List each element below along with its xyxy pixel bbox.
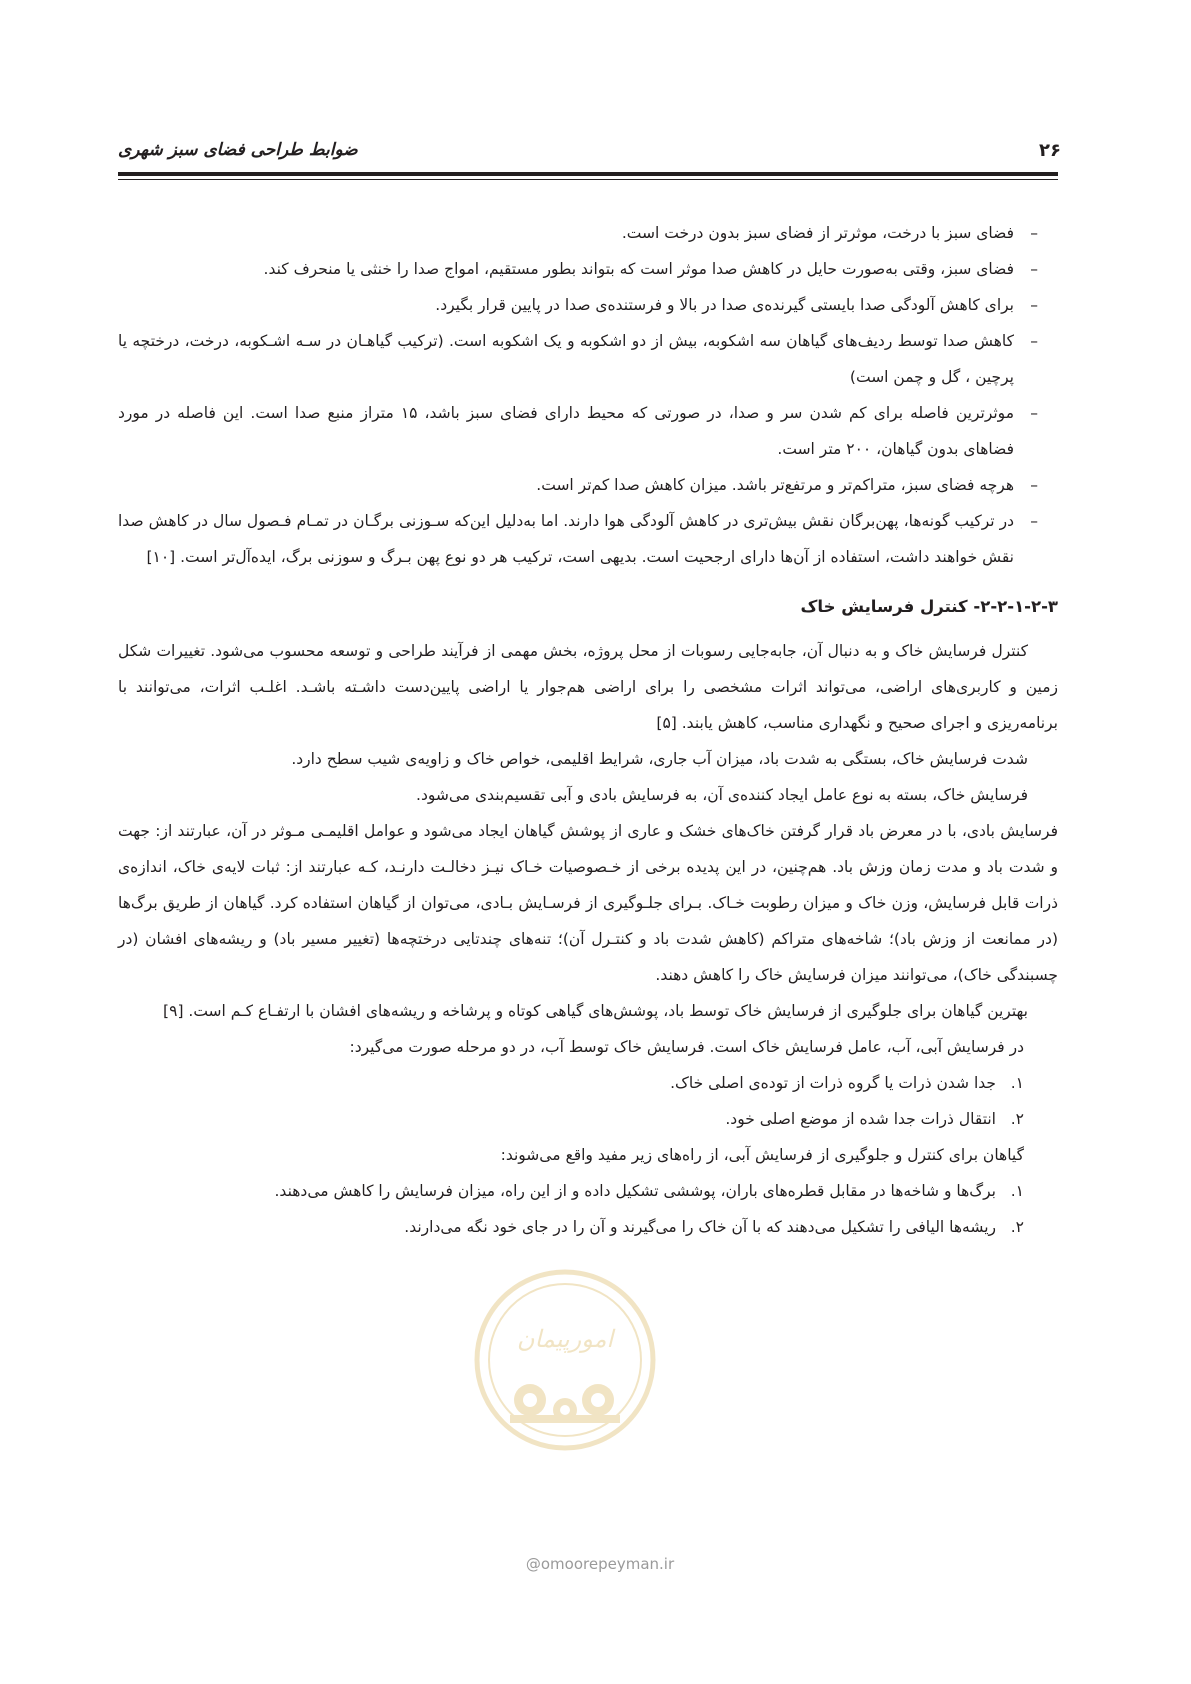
water-erosion-stages-list [118,1065,1058,1137]
list-item-text: فضای سبز، وقتی به‌صورت حایل در کاهش صدا موثر است که بتواند بطور مستقیم، امواج صدا را خنثی یا منحرف کند. [263,260,1014,278]
list-item [118,1209,1058,1245]
paragraph: فرسایش بادی، با در معرض باد قرار گرفتن خاک‌های خشک و عاری از پوشش گیاهان ایجاد می‌شود و عوامل اقلیمـی مـوثر در آن، عبارتند از: جهت و شدت باد و مدت زمان وزش باد. هم‌چنین، در این پدیده برخی از خـصوصیات خـاک نیـز دخالـت دارنـد، کـه عبارتند از: ثبات لایه‌ی خاک، اندازه‌ی ذرات قابل فرسایش، وزن خاک و میزان رطوبت خـاک. بـرای جلـوگیری از فرسـایش بـادی، می‌توان از گیاهان استفاده کرد. گیاهان از طریق برگ‌ها (در ممانعت از وزش باد)؛ شاخه‌های متراکم (کاهش شدت باد و کنتـرل آن)؛ تنه‌های چندتایی درختچه‌ها (تغییر مسیر باد) و ریشه‌های افشان (در چسبندگی خاک)، می‌توانند میزان فرسایش خاک را کاهش دهند. [118,822,1058,984]
header-rule-thin [118,179,1058,180]
watermark-logo-icon [470,1265,660,1455]
paragraph: در فرسایش آبی، آب، عامل فرسایش خاک است. فرسایش خاک توسط آب، در دو مرحله صورت می‌گیرد: [349,1038,1024,1056]
list-item-text: فضای سبز با درخت، موثرتر از فضای سبز بدون درخت است. [621,224,1014,242]
noise-bullet-list [118,215,1058,575]
list-item-text: جدا شدن ذرات یا گروه ذرات از توده‌ی اصلی خاک. [670,1074,996,1092]
paragraph: شدت فرسایش خاک، بستگی به شدت باد، میزان آب جاری، شرایط اقلیمی، خواص خاک و زاویه‌ی شیب سطح دارد. [291,750,1028,768]
watermark-logo-text: امورپیمان [516,1325,614,1353]
list-item [118,467,1058,503]
section-heading: ۲-۲-۱-۲-۳- کنترل فرسایش خاک [800,597,1058,616]
list-item-text: ریشه‌ها الیافی را تشکیل می‌دهند که با آن خاک را می‌گیرند و آن را در جای خود نگه می‌دارند. [404,1218,996,1236]
list-item [118,1101,1058,1137]
bullet-marker: – [1030,260,1038,278]
list-item [118,1173,1058,1209]
list-number: ۱. [1010,1074,1024,1092]
body-text [118,215,1058,1245]
paragraph: گیاهان برای کنترل و جلوگیری از فرسایش آبی، از راه‌های زیر مفید واقع می‌شوند: [500,1146,1024,1164]
list-item [118,503,1058,575]
bullet-marker: – [1030,404,1038,422]
list-number: ۱. [1010,1182,1024,1200]
paragraph: فرسایش خاک، بسته به نوع عامل ایجاد کننده‌ی آن، به فرسایش بادی و آبی تقسیم‌بندی می‌شود. [416,786,1028,804]
list-item [118,1065,1058,1101]
list-item [118,287,1058,323]
list-item-text: در ترکیب گونه‌ها، پهن‌برگان نقش بیش‌تری در کاهش آلودگی هوا دارند. اما به‌دلیل این‌که سـوزنی برگـان در تمـام فـصول سال در کاهش صدا نقش خواهند داشت، استفاده از آن‌ها دارای ارجحیت است. بدیهی است، ترکیب هر دو نوع پهن بـرگ و سوزنی برگ، ایده‌آل‌تر است. [۱۰] [118,512,1014,566]
bullet-marker: – [1030,224,1038,242]
list-item-text: برگ‌ها و شاخه‌ها در مقابل قطره‌های باران، پوششی تشکیل داده و از این راه، میزان فرسایش را کاهش می‌دهند. [274,1182,996,1200]
list-number: ۲. [1010,1218,1024,1236]
watermark-url: @omoorepeyman.ir [525,1555,675,1573]
list-item-text: انتقال ذرات جدا شده از موضع اصلی خود. [725,1110,996,1128]
list-item [118,251,1058,287]
plant-roles-list [118,1173,1058,1245]
list-item-text: برای کاهش آلودگی صدا بایستی گیرنده‌ی صدا در بالا و فرستنده‌ی صدا در پایین قرار بگیرد. [435,296,1014,314]
bullet-marker: – [1030,332,1038,350]
list-item [118,323,1058,395]
bullet-marker: – [1030,512,1038,530]
paragraph: بهترین گیاهان برای جلوگیری از فرسایش خاک توسط باد، پوشش‌های گیاهی کوتاه و پرشاخه و ریشه‌های افشان با ارتفـاع کـم است. [۹] [163,1002,1028,1020]
list-item-text: کاهش صدا توسط ردیف‌های گیاهان سه اشکوبه، بیش از دو اشکوبه و یک اشکوبه است. (ترکیب گیاهـان در سـه اشـکوبه، درخت، درختچه یا پرچین ، گل و چمن است) [118,332,1014,386]
bullet-marker: – [1030,476,1038,494]
list-item-text: موثرترین فاصله برای کم شدن سر و صدا، در صورتی که محیط دارای فضای سبز باشد، ۱۵ متراز منبع صدا است. این فاصله در مورد فضاهای بدون گیاهان، ۲۰۰ متر است. [118,404,1014,458]
page-number: ۲۶ [1039,140,1061,161]
header-rule-thick [118,172,1058,176]
list-item [118,215,1058,251]
list-item [118,395,1058,467]
list-item-text: هرچه فضای سبز، متراکم‌تر و مرتفع‌تر باشد. میزان کاهش صدا کم‌تر است. [536,476,1014,494]
bullet-marker: – [1030,296,1038,314]
paragraph: کنترل فرسایش خاک و به دنبال آن، جابه‌جایی رسوبات از محل پروژه، بخش مهمی از فرآیند طراحی و توسعه محسوب می‌شود. تغییرات شکل زمین و کاربری‌های اراضی، می‌تواند اثرات مشخصی را برای اراضی هم‌جوار یا اراضی پایین‌دست داشـته باشـد. اغلـب اثرات، می‌توانند با برنامه‌ریزی و اجرای صحیح و نگهداری مناسب، کاهش یابند. [۵] [118,642,1058,732]
list-number: ۲. [1010,1110,1024,1128]
running-header-title: ضوابط طراحی فضای سبز شهری [118,140,358,160]
